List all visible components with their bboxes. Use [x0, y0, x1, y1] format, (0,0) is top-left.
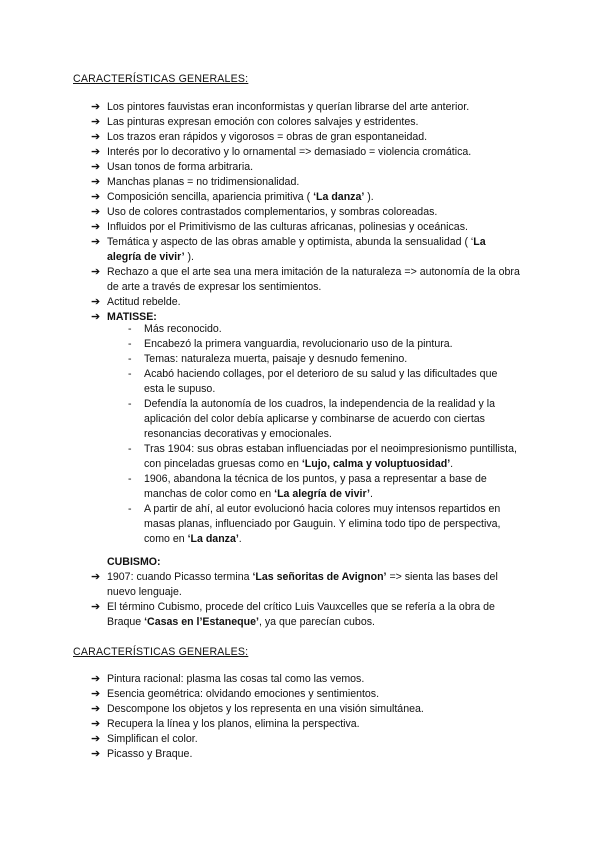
- dash-bullet-icon: -: [128, 443, 132, 455]
- dash-bullet-icon: -: [128, 353, 132, 365]
- item-text: Rechazo a que el arte sea una mera imitación de la naturaleza => autonomía de la obra de arte a través de expresar los sentimientos.: [107, 266, 520, 293]
- dash-bullet-icon: -: [128, 473, 132, 485]
- arrow-bullet-icon: ➔: [91, 733, 101, 745]
- list-item: [91, 600, 521, 630]
- list-item: [91, 717, 521, 732]
- arrow-bullet-icon: ➔: [91, 101, 101, 113]
- item-text: Más reconocido.: [144, 323, 222, 335]
- arrow-bullet-icon: ➔: [91, 571, 101, 583]
- item-text: Temática y aspecto de las obras amable y optimista, abunda la sensualidad ( ‘: [107, 236, 474, 248]
- item-text: Composición sencilla, apariencia primitiva (: [107, 191, 314, 203]
- item-text: Acabó haciendo collages, por el deterioro de su salud y las dificultades que esta le supuso.: [144, 368, 498, 395]
- arrow-bullet-icon: ➔: [91, 221, 101, 233]
- list-item: [91, 205, 521, 220]
- arrow-bullet-icon: ➔: [91, 296, 101, 308]
- arrow-bullet-icon: ➔: [91, 161, 101, 173]
- list-item: [128, 322, 520, 337]
- section-heading-fauvismo: CARACTERÍSTICAS GENERALES:: [73, 73, 249, 85]
- fauvismo-characteristics-list: [91, 100, 521, 325]
- item-text: Temas: naturaleza muerta, paisaje y desnudo femenino.: [144, 353, 408, 365]
- arrow-bullet-icon: ➔: [91, 146, 101, 158]
- item-text: Descompone los objetos y los representa en una visión simultánea.: [107, 703, 424, 715]
- matisse-list: [128, 322, 520, 547]
- item-text: Los pintores fauvistas eran inconformistas y querían librarse del arte anterior.: [107, 101, 470, 113]
- arrow-bullet-icon: ➔: [91, 718, 101, 730]
- item-text: Uso de colores contrastados complementarios, y sombras coloreadas.: [107, 206, 438, 218]
- arrow-bullet-icon: ➔: [91, 176, 101, 188]
- arrow-bullet-icon: ➔: [91, 703, 101, 715]
- item-bold-text: ‘La alegría de vivir’: [274, 488, 370, 500]
- dash-bullet-icon: -: [128, 368, 132, 380]
- cubismo-title: CUBISMO:: [107, 556, 161, 568]
- list-item: [91, 732, 521, 747]
- item-text: Defendía la autonomía de los cuadros, la independencia de la realidad y la aplicación del color debía aplicarse y combinarse de acuerdo con ciertas resonancias decorativas y emocionales.: [144, 398, 496, 440]
- arrow-bullet-icon: ➔: [91, 673, 101, 685]
- item-bold-text: ‘Casas en l’Estaneque’: [144, 616, 259, 628]
- item-text: Picasso y Braque.: [107, 748, 193, 760]
- list-item: [91, 747, 521, 762]
- list-item: [91, 130, 521, 145]
- list-item: [128, 472, 520, 502]
- item-text: Tras 1904: sus obras estaban influenciadas por el neoimpresionismo puntillista, con pinceladas gruesas como en: [144, 443, 517, 470]
- item-text: .: [238, 533, 242, 545]
- item-text: ).: [364, 191, 374, 203]
- item-text: , ya que parecían cubos.: [258, 616, 375, 628]
- list-item: [128, 442, 520, 472]
- list-item: [91, 220, 521, 235]
- arrow-bullet-icon: ➔: [91, 206, 101, 218]
- list-item: [91, 265, 521, 295]
- item-text: Esencia geométrica: olvidando emociones y sentimientos.: [107, 688, 380, 700]
- list-item: [91, 175, 521, 190]
- list-item: [91, 100, 521, 115]
- arrow-bullet-icon: ➔: [91, 688, 101, 700]
- list-item: [91, 115, 521, 130]
- item-text: Las pinturas expresan emoción con colores salvajes y estridentes.: [107, 116, 419, 128]
- item-text: Usan tonos de forma arbitraria.: [107, 161, 254, 173]
- dash-bullet-icon: -: [128, 398, 132, 410]
- arrow-bullet-icon: ➔: [91, 311, 101, 323]
- item-bold-text: ‘La danza’: [187, 533, 239, 545]
- list-item: [91, 570, 521, 600]
- arrow-bullet-icon: ➔: [91, 236, 101, 248]
- list-item: [91, 145, 521, 160]
- item-bold-text: ‘Lujo, calma y voluptuosidad’: [301, 458, 451, 470]
- item-bold-text: MATISSE:: [107, 311, 157, 323]
- item-text: Encabezó la primera vanguardia, revolucionario uso de la pintura.: [144, 338, 453, 350]
- item-text: Manchas planas = no tridimensionalidad.: [107, 176, 300, 188]
- item-text: 1907: cuando Picasso termina: [107, 571, 253, 583]
- list-item: [128, 337, 520, 352]
- item-text: Recupera la línea y los planos, elimina la perspectiva.: [107, 718, 360, 730]
- item-bold-text: La alegría de vivir’: [107, 236, 486, 263]
- list-item: [128, 367, 520, 397]
- arrow-bullet-icon: ➔: [91, 131, 101, 143]
- list-item: [91, 702, 521, 717]
- list-item: [91, 687, 521, 702]
- list-item: [128, 352, 520, 367]
- list-item: [91, 190, 521, 205]
- item-text: => sienta las bases del nuevo lenguaje.: [107, 571, 498, 598]
- item-text: .: [369, 488, 373, 500]
- arrow-bullet-icon: ➔: [91, 191, 101, 203]
- item-text: Pintura racional: plasma las cosas tal como las vemos.: [107, 673, 365, 685]
- item-text: .: [450, 458, 454, 470]
- item-text: Interés por lo decorativo y lo ornamental => demasiado = violencia cromática.: [107, 146, 472, 158]
- list-item: [91, 235, 521, 265]
- item-text: Simplifican el color.: [107, 733, 198, 745]
- item-text: Actitud rebelde.: [107, 296, 181, 308]
- list-item: [128, 397, 520, 442]
- list-item: [91, 160, 521, 175]
- item-text: El término Cubismo, procede del crítico Luis Vauxcelles que se refería a la obra de Braque: [107, 601, 495, 628]
- arrow-bullet-icon: ➔: [91, 266, 101, 278]
- cubismo-list: [91, 570, 521, 630]
- item-text: 1906, abandona la técnica de los puntos, y pasa a representar a base de manchas de color como en: [144, 473, 487, 500]
- item-text: ).: [184, 251, 194, 263]
- arrow-bullet-icon: ➔: [91, 748, 101, 760]
- cubismo-characteristics-list: [91, 672, 521, 762]
- dash-bullet-icon: -: [128, 338, 132, 350]
- item-bold-text: ‘La danza’: [313, 191, 365, 203]
- list-item: [91, 672, 521, 687]
- item-text: Influidos por el Primitivismo de las culturas africanas, polinesias y oceánicas.: [107, 221, 468, 233]
- item-text: A partir de ahí, al eutor evolucionó hacia colores muy intensos repartidos en masas planas, influenciado por Gauguin. Y elimina todo tipo de perspectiva, como en: [144, 503, 501, 545]
- item-bold-text: ‘Las señoritas de Avignon’: [252, 571, 387, 583]
- section-heading-cubismo: CARACTERÍSTICAS GENERALES:: [73, 646, 249, 658]
- dash-bullet-icon: -: [128, 503, 132, 515]
- list-item: [91, 295, 521, 310]
- item-text: Los trazos eran rápidos y vigorosos = obras de gran espontaneidad.: [107, 131, 428, 143]
- list-item: [128, 502, 520, 547]
- arrow-bullet-icon: ➔: [91, 601, 101, 613]
- arrow-bullet-icon: ➔: [91, 116, 101, 128]
- dash-bullet-icon: -: [128, 323, 132, 335]
